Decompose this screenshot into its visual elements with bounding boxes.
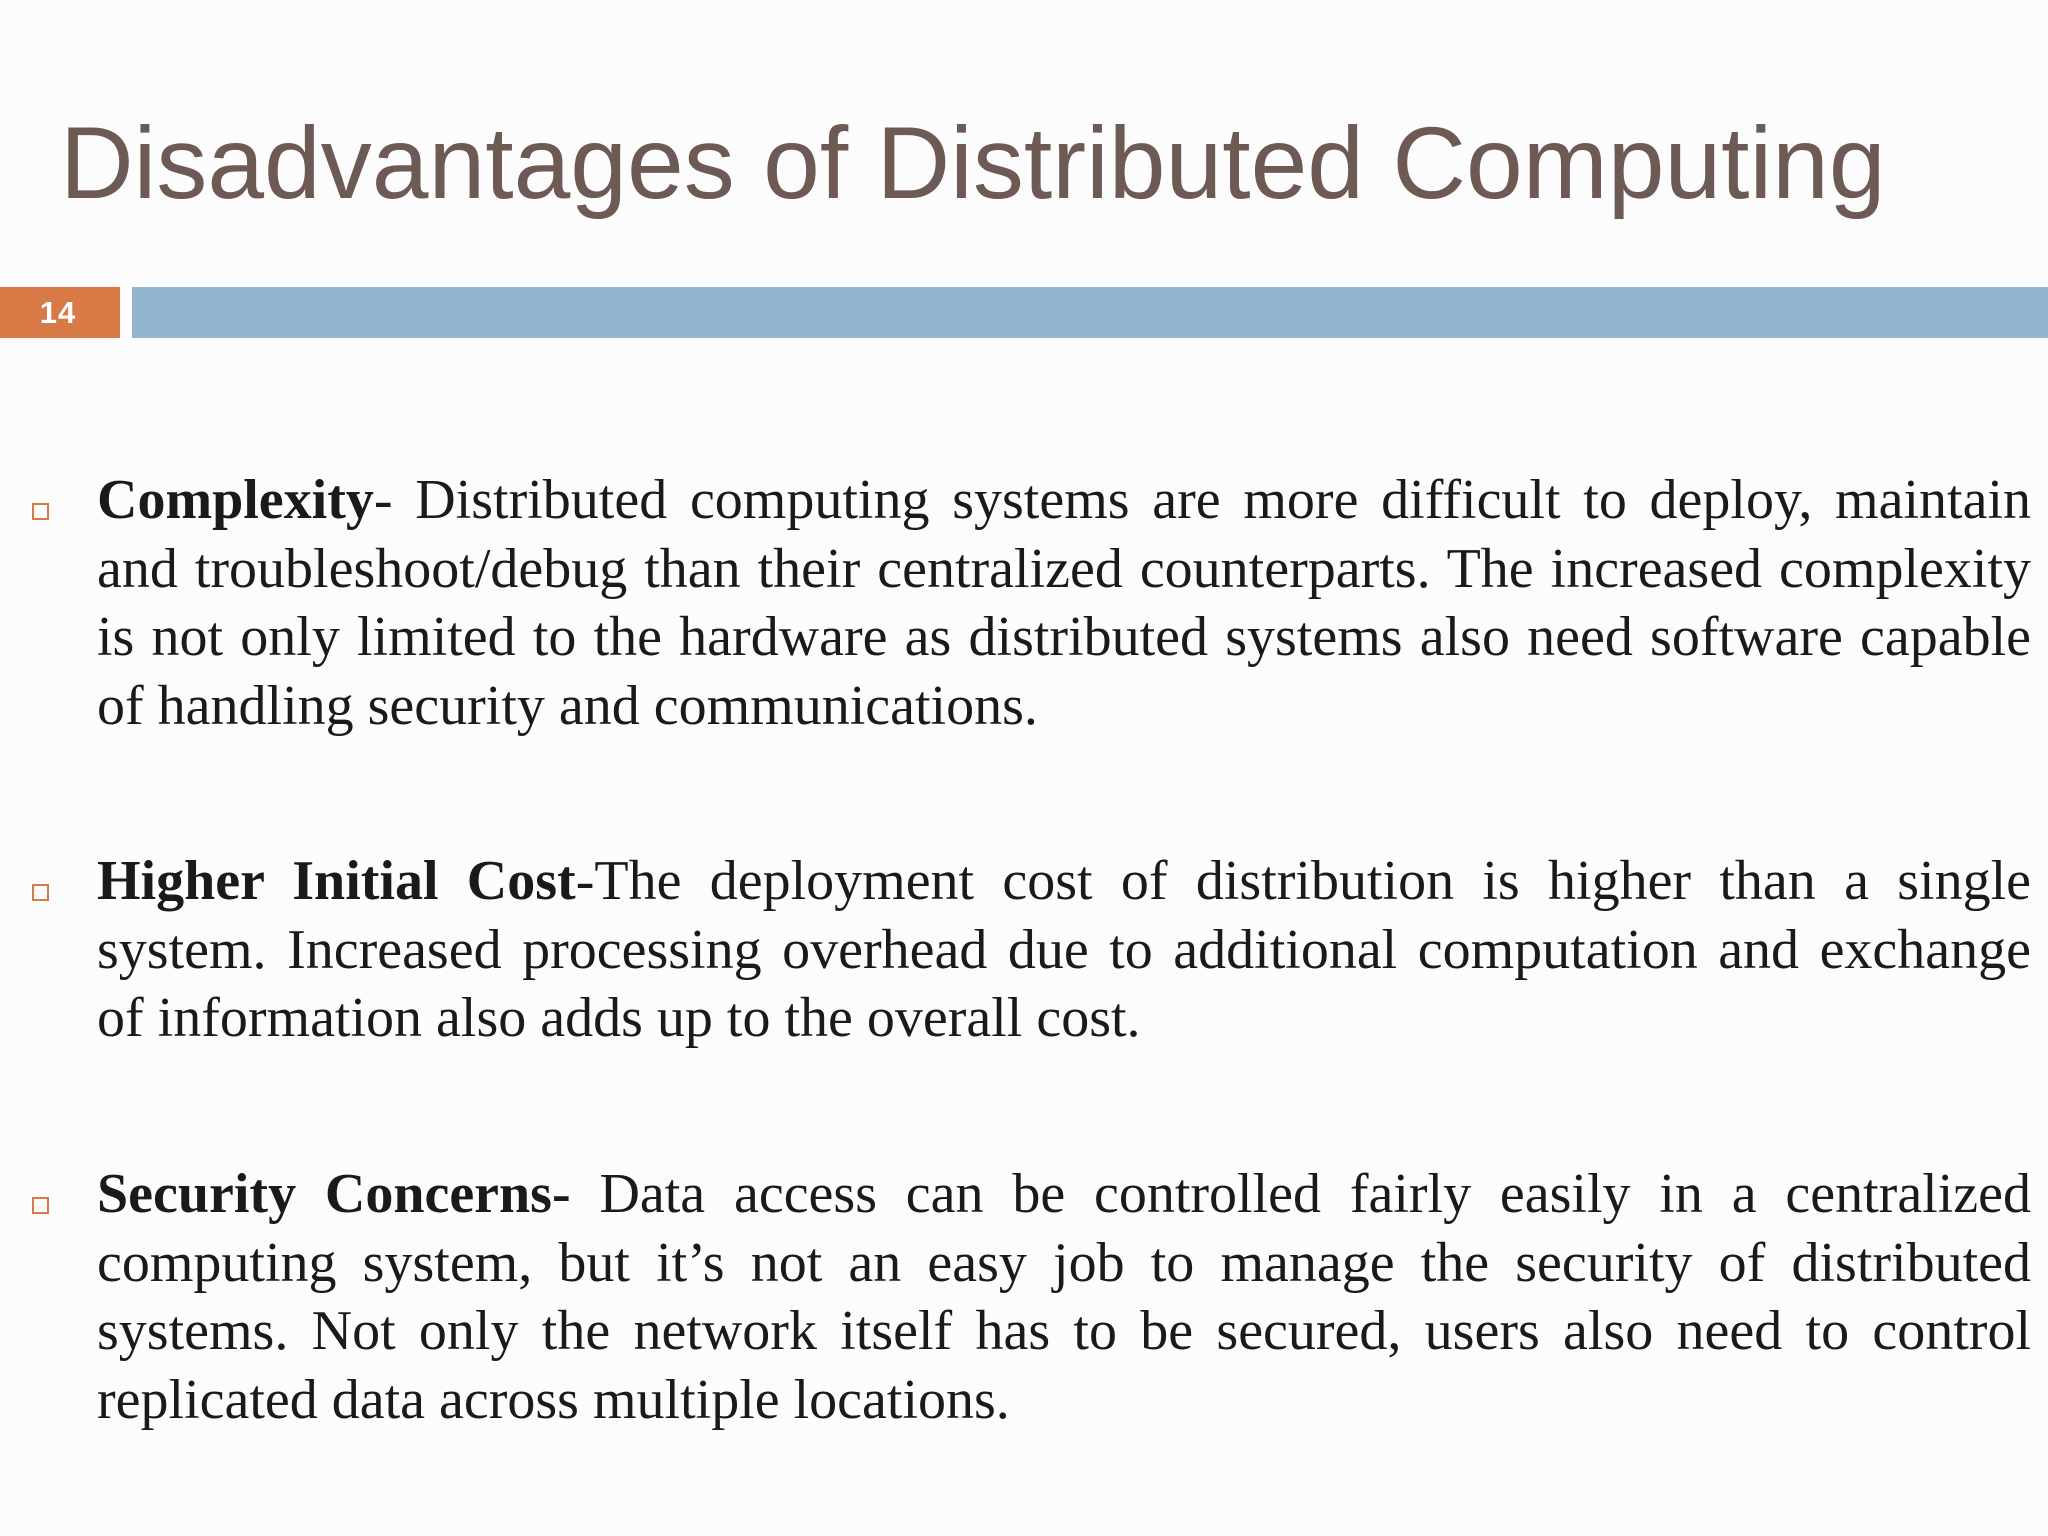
- hollow-square-icon: [32, 884, 49, 901]
- bullet-heading: Security Concerns-: [97, 1163, 571, 1225]
- bullet-body: The deployment cost of distribution is higher than a single system. Increased processing overhead due to additional computation and exchange of information also adds up to the overall cost.: [97, 850, 2031, 1049]
- bullet-heading: Higher Initial Cost: [97, 850, 576, 912]
- hollow-square-icon: [32, 503, 49, 520]
- bullet-text: [97, 847, 2031, 1053]
- bullet-separator: -: [373, 469, 416, 531]
- hollow-square-icon: [32, 1197, 49, 1214]
- bullet-text: [97, 466, 2031, 740]
- slide-title: Disadvantages of Distributed Computing: [60, 106, 1886, 220]
- bullet-separator: [571, 1163, 600, 1225]
- title-divider-bar: [132, 287, 2048, 338]
- bullet-separator: -: [575, 850, 595, 912]
- bullet-body: Distributed computing systems are more difficult to deploy, maintain and troubleshoot/debug than their centralized counterparts. The increased complexity is not only limited to the hardware as distributed systems also need software capable of handling security and communications.: [97, 469, 2032, 737]
- bullet-heading: Complexity: [97, 469, 374, 531]
- bullet-text: [97, 1160, 2031, 1434]
- slide-number-badge: [0, 287, 120, 338]
- bullet-body: Data access can be controlled fairly easily in a centralized computing system, but it’s not an easy job to manage the security of distributed systems. Not only the network itself has to be secured, users also need to control replicated data across multiple locations.: [97, 1163, 2032, 1431]
- slide-number: 14: [39, 294, 77, 330]
